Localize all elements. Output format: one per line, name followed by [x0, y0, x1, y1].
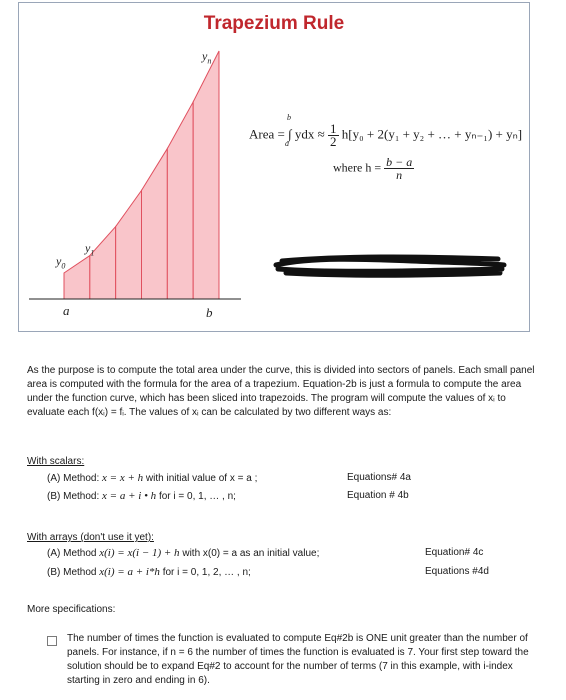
- trapezoid-panel: [167, 102, 193, 299]
- trapezoid-panel: [116, 190, 142, 299]
- arrays-eq-c: Equation# 4c: [425, 547, 484, 558]
- integral-upper: b: [287, 113, 291, 122]
- scalars-method-a: (A) Method: x = x + h with initial value of x = a ;: [47, 472, 258, 484]
- label-y1: $y_1$: [85, 241, 95, 258]
- integral-lower: a: [285, 139, 289, 148]
- h-numerator: b − a: [386, 155, 413, 169]
- trapezium-formula: [249, 113, 523, 149]
- spec-bullet-text: The number of times the function is evaluated to compute Eq#2b is ONE unit greater than the number of panels. For instance, if n = 6 the number of times the function is evaluated is 7. Your first step toward the solution should be to expand Eq#2 to account for the number of terms (7 in this example, with i-index starting in zero and ending in 6).: [67, 633, 529, 686]
- scalars-eq-a: Equations# 4a: [347, 472, 411, 483]
- scalars-heading: With scalars:: [27, 456, 85, 467]
- redaction-scribble: [272, 251, 512, 281]
- trapezoid-panel: [193, 51, 219, 299]
- description-paragraph: As the purpose is to compute the total area under the curve, this is divided into sectors of panels. Each small panel area is computed with the formula for the area of a trapezium. Equation-2b is just a formula to compute the area under the function curve, which has been sliced into trapezoids. The program will compute the values of xᵢ to evaluate each f(xᵢ) = fᵢ. The values of xᵢ can be calculated by two different ways as:: [27, 365, 535, 418]
- h-denominator: n: [396, 168, 403, 182]
- arrays-eq-d: Equations #4d: [425, 566, 489, 577]
- trapezoid-panel: [142, 149, 168, 299]
- label-a: a: [63, 303, 70, 318]
- label-y0: $y_0$: [56, 254, 66, 271]
- label-b: b: [206, 305, 213, 320]
- formula-lhs: Area = ∫ ydx ≈: [249, 126, 329, 142]
- formula-rhs: h[y₀ + 2(y₁ + y₂ + … + yₙ₋₁) + yₙ]: [341, 126, 523, 142]
- bullet-checkbox-icon: [47, 636, 57, 646]
- arrays-heading: With arrays (don't use it yet):: [27, 532, 154, 543]
- more-specs-heading: More specifications:: [27, 604, 116, 615]
- arrays-method-b: (B) Method x(i) = a + i*h for i = 0, 1, 2, … , n;: [47, 566, 251, 578]
- figure-title: Trapezium Rule: [203, 13, 345, 34]
- scalars-method-b: (B) Method: x = a + i • h for i = 0, 1, … , n;: [47, 490, 236, 502]
- scalars-eq-b: Equation # 4b: [347, 490, 409, 501]
- where-h: where h = $\frac{b - a}{n}$: [333, 155, 413, 182]
- label-yn: $y_n$: [202, 49, 212, 66]
- trapezium-diagram: [19, 3, 249, 303]
- trapezoid-panel: [64, 256, 90, 299]
- formula-half: $\frac{1}{2}$: [330, 121, 337, 149]
- arrays-method-a: (A) Method x(i) = x(i − 1) + h with x(0) = a as an initial value;: [47, 547, 320, 559]
- trapezoid-panel: [90, 227, 116, 299]
- trapezium-figure: [18, 2, 530, 332]
